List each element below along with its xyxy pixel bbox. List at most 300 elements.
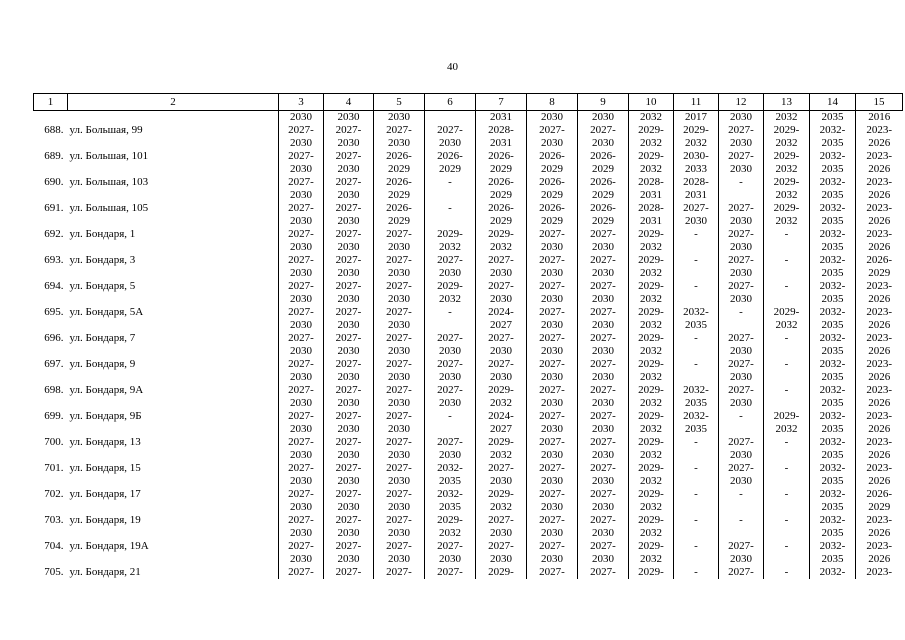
address-cell [68, 501, 279, 514]
table-row [34, 163, 903, 176]
period-cell: 2029- [629, 124, 674, 137]
period-cell: - [674, 514, 719, 527]
period-cell: 2029- [629, 410, 674, 423]
period-cell: - [425, 176, 476, 189]
period-cell: 2030 [279, 345, 324, 358]
row-number-cell [34, 371, 68, 384]
table-row [34, 475, 903, 488]
period-cell: 2029- [629, 514, 674, 527]
period-cell: 2027- [425, 358, 476, 371]
period-cell: 2030 [374, 423, 425, 436]
column-header-5: 5 [374, 94, 425, 111]
table-row [34, 202, 903, 215]
period-cell: 2032- [810, 254, 856, 267]
row-number-cell: 698. [44, 384, 64, 396]
period-cell: 2032 [629, 293, 674, 306]
period-cell: 2026 [856, 319, 903, 332]
period-cell: 2030 [279, 137, 324, 150]
period-cell: 2030 [374, 345, 425, 358]
schedule-table [33, 93, 903, 579]
period-cell: 2026- [425, 150, 476, 163]
period-cell: 2026- [476, 176, 527, 189]
period-cell: 2030 [324, 267, 374, 280]
period-cell: 2033 [674, 163, 719, 176]
address-cell: ул. Большая, 105 [69, 202, 149, 214]
period-cell: 2027- [527, 358, 578, 371]
period-cell: 2027- [374, 514, 425, 527]
period-cell: 2030 [374, 449, 425, 462]
period-cell: 2027- [578, 254, 629, 267]
period-cell: 2029- [629, 488, 674, 501]
period-cell: 2027- [476, 254, 527, 267]
period-cell: 2029- [629, 150, 674, 163]
period-cell: 2030 [374, 293, 425, 306]
period-cell: 2027- [527, 488, 578, 501]
period-cell: 2026- [856, 488, 903, 501]
period-cell: 2030 [374, 527, 425, 540]
period-cell [764, 501, 810, 514]
row-number-cell [34, 189, 68, 202]
period-cell: 2029- [629, 540, 674, 553]
table-row [34, 345, 903, 358]
period-cell: 2030 [719, 475, 764, 488]
period-cell: - [764, 254, 810, 267]
period-cell [674, 501, 719, 514]
period-cell: 2027- [324, 410, 374, 423]
table-row [34, 111, 903, 125]
table-row [34, 371, 903, 384]
period-cell: 2035 [425, 501, 476, 514]
address-cell [68, 397, 279, 410]
column-header-3: 3 [279, 94, 324, 111]
address-cell: ул. Бондаря, 1 [69, 228, 136, 240]
period-cell: 2029- [629, 254, 674, 267]
period-cell: 2030 [324, 371, 374, 384]
column-header-15: 15 [856, 94, 903, 111]
period-cell: 2023- [856, 462, 903, 475]
period-cell: 2030 [279, 267, 324, 280]
table-row [34, 501, 903, 514]
period-cell: 2030 [324, 111, 374, 125]
period-cell: 2027- [527, 124, 578, 137]
period-cell [764, 449, 810, 462]
period-cell: 2032- [810, 462, 856, 475]
period-cell [425, 215, 476, 228]
period-cell: 2027- [324, 254, 374, 267]
period-cell: 2026 [856, 553, 903, 566]
period-cell: - [764, 488, 810, 501]
period-cell: 2029 [578, 163, 629, 176]
period-cell: 2026 [856, 215, 903, 228]
period-cell: 2032- [674, 306, 719, 319]
address-cell: ул. Бондаря, 21 [69, 566, 141, 578]
period-cell: 2035 [674, 397, 719, 410]
period-cell: 2035 [810, 137, 856, 150]
row-number-cell [34, 137, 68, 150]
period-cell: 2030 [324, 163, 374, 176]
period-cell: 2030 [324, 189, 374, 202]
period-cell: 2027- [279, 124, 324, 137]
row-number-cell [34, 293, 68, 306]
period-cell: 2027- [324, 150, 374, 163]
period-cell: 2027- [527, 410, 578, 423]
period-cell: - [764, 332, 810, 345]
period-cell: 2032 [629, 345, 674, 358]
period-cell: - [674, 488, 719, 501]
period-cell: 2027- [374, 124, 425, 137]
column-header-14: 14 [810, 94, 856, 111]
period-cell: 2032 [674, 137, 719, 150]
period-cell: 2029 [374, 215, 425, 228]
period-cell: 2032 [629, 241, 674, 254]
table-row [34, 384, 903, 397]
period-cell: 2035 [810, 267, 856, 280]
period-cell: 2027- [527, 540, 578, 553]
period-cell: 2030 [279, 293, 324, 306]
period-cell: 2026 [856, 163, 903, 176]
period-cell: 2027- [476, 332, 527, 345]
period-cell: 2026 [856, 137, 903, 150]
period-cell: 2030 [476, 345, 527, 358]
row-number-cell: 694. [44, 280, 64, 292]
table-row [34, 488, 903, 501]
period-cell: 2023- [856, 124, 903, 137]
period-cell: 2029 [425, 163, 476, 176]
period-cell: 2028- [629, 202, 674, 215]
period-cell: 2023- [856, 202, 903, 215]
period-cell: 2029- [425, 514, 476, 527]
row-number-cell [34, 553, 68, 566]
period-cell: 2027- [476, 280, 527, 293]
period-cell: 2030 [527, 397, 578, 410]
period-cell: 2027- [719, 280, 764, 293]
period-cell: - [764, 384, 810, 397]
table-row [34, 332, 903, 345]
period-cell: 2027- [374, 436, 425, 449]
period-cell: 2027- [324, 514, 374, 527]
period-cell: 2032 [764, 423, 810, 436]
period-cell: 2035 [810, 215, 856, 228]
period-cell: 2030 [324, 293, 374, 306]
row-number-cell [34, 267, 68, 280]
period-cell: 2030 [578, 345, 629, 358]
period-cell: 2027- [279, 358, 324, 371]
row-number-cell: 689. [44, 150, 64, 162]
period-cell: 2027- [719, 124, 764, 137]
period-cell: 2027- [578, 488, 629, 501]
period-cell: 2030 [527, 293, 578, 306]
period-cell: 2030 [527, 319, 578, 332]
period-cell: 2024- [476, 410, 527, 423]
period-cell: 2029 [476, 163, 527, 176]
address-cell [68, 449, 279, 462]
table-row [34, 566, 903, 579]
period-cell: 2027- [674, 202, 719, 215]
table-row [34, 189, 903, 202]
period-cell: 2027- [527, 332, 578, 345]
row-number-cell [34, 111, 68, 125]
period-cell [719, 319, 764, 332]
period-cell: 2035 [810, 423, 856, 436]
period-cell: 2027- [324, 202, 374, 215]
period-cell: 2030 [324, 449, 374, 462]
period-cell: 2027- [324, 228, 374, 241]
period-cell: 2026- [476, 202, 527, 215]
period-cell: 2027- [374, 488, 425, 501]
period-cell: 2032 [425, 527, 476, 540]
period-cell: 2030 [374, 319, 425, 332]
period-cell: 2028- [629, 176, 674, 189]
address-cell [68, 371, 279, 384]
period-cell: 2030 [719, 241, 764, 254]
period-cell: 2027- [578, 358, 629, 371]
period-cell: 2027- [425, 254, 476, 267]
period-cell: 2030 [719, 371, 764, 384]
period-cell: 2030 [578, 371, 629, 384]
period-cell: 2030 [279, 189, 324, 202]
period-cell [425, 423, 476, 436]
address-cell: ул. Бондаря, 19 [69, 514, 141, 526]
period-cell: 2027- [324, 124, 374, 137]
period-cell: 2027- [719, 228, 764, 241]
period-cell: 2027- [578, 306, 629, 319]
period-cell: - [719, 410, 764, 423]
row-number-cell [34, 397, 68, 410]
period-cell: 2032 [629, 501, 674, 514]
period-cell: 2029 [374, 189, 425, 202]
table-row [34, 462, 903, 475]
period-cell: 2027- [527, 306, 578, 319]
period-cell: 2023- [856, 332, 903, 345]
period-cell: 2030 [527, 137, 578, 150]
period-cell: 2027- [279, 462, 324, 475]
address-cell [68, 241, 279, 254]
period-cell: 2030 [578, 319, 629, 332]
row-number-cell: 705. [44, 566, 64, 578]
period-cell: - [764, 462, 810, 475]
address-cell: ул. Бондаря, 5А [69, 306, 144, 318]
header-row [34, 94, 903, 111]
address-cell: ул. Большая, 101 [69, 150, 149, 162]
period-cell: 2023- [856, 150, 903, 163]
address-cell: ул. Бондаря, 9Б [69, 410, 142, 422]
address-cell [68, 111, 279, 125]
period-cell: 2030 [719, 137, 764, 150]
period-cell: - [425, 202, 476, 215]
row-number-cell: 693. [44, 254, 64, 266]
period-cell: 2027- [578, 280, 629, 293]
period-cell: 2027- [719, 150, 764, 163]
period-cell: 2032- [810, 384, 856, 397]
address-cell [68, 267, 279, 280]
period-cell: 2027- [279, 566, 324, 579]
period-cell: 2027- [279, 410, 324, 423]
period-cell: 2030 [527, 241, 578, 254]
address-cell [68, 319, 279, 332]
table-row [34, 553, 903, 566]
address-cell: ул. Бондаря, 15 [69, 462, 141, 474]
period-cell: 2027- [324, 358, 374, 371]
period-cell: 2030 [374, 137, 425, 150]
period-cell: 2027- [279, 332, 324, 345]
period-cell: 2031 [629, 215, 674, 228]
period-cell: 2035 [810, 345, 856, 358]
period-cell: 2027- [578, 332, 629, 345]
period-cell: 2027- [279, 176, 324, 189]
period-cell: 2030 [324, 527, 374, 540]
period-cell: 2030 [527, 345, 578, 358]
period-cell: 2027- [279, 436, 324, 449]
period-cell: 2030 [476, 267, 527, 280]
period-cell: - [764, 514, 810, 527]
period-cell: 2023- [856, 410, 903, 423]
period-cell: 2032- [425, 462, 476, 475]
period-cell: 2027- [527, 228, 578, 241]
period-cell: 2032- [810, 228, 856, 241]
row-number-cell [34, 319, 68, 332]
address-cell [68, 137, 279, 150]
period-cell: 2027- [279, 488, 324, 501]
period-cell: 2030 [719, 293, 764, 306]
table-row [34, 449, 903, 462]
period-cell [674, 371, 719, 384]
period-cell: 2032- [810, 410, 856, 423]
row-number-cell [34, 501, 68, 514]
period-cell: 2030 [578, 111, 629, 125]
table-body [34, 111, 903, 580]
period-cell: 2029- [476, 488, 527, 501]
address-cell: ул. Бондаря, 17 [69, 488, 141, 500]
table-row [34, 397, 903, 410]
address-cell: ул. Большая, 103 [69, 176, 149, 188]
table-row [34, 319, 903, 332]
period-cell: 2029 [856, 501, 903, 514]
row-number-cell [34, 241, 68, 254]
period-cell: 2027- [425, 436, 476, 449]
period-cell: 2030 [279, 527, 324, 540]
period-cell: 2035 [810, 293, 856, 306]
address-cell: ул. Бондаря, 19А [69, 540, 149, 552]
period-cell: 2030 [578, 267, 629, 280]
period-cell [719, 501, 764, 514]
table-row [34, 423, 903, 436]
period-cell: 2027- [279, 228, 324, 241]
column-header-4: 4 [324, 94, 374, 111]
period-cell: 2031 [476, 111, 527, 125]
table-row [34, 267, 903, 280]
period-cell: 2027- [425, 384, 476, 397]
period-cell: 2029 [527, 163, 578, 176]
period-cell: 2035 [810, 111, 856, 125]
period-cell: 2029- [629, 332, 674, 345]
period-cell: 2030 [527, 267, 578, 280]
period-cell: 2032- [810, 540, 856, 553]
address-cell [68, 189, 279, 202]
period-cell: - [674, 540, 719, 553]
row-number-cell: 699. [44, 410, 64, 422]
period-cell: 2026- [374, 150, 425, 163]
period-cell: 2030 [425, 553, 476, 566]
period-cell: 2035 [810, 397, 856, 410]
period-cell: 2023- [856, 384, 903, 397]
period-cell: 2030 [476, 371, 527, 384]
period-cell: 2026 [856, 189, 903, 202]
period-cell: 2030- [674, 150, 719, 163]
period-cell: 2030 [324, 475, 374, 488]
period-cell: 2027- [279, 150, 324, 163]
period-cell: 2026- [856, 254, 903, 267]
address-cell: ул. Бондаря, 5 [69, 280, 136, 292]
period-cell: 2029 [527, 189, 578, 202]
period-cell: 2030 [279, 111, 324, 125]
period-cell: 2026- [527, 202, 578, 215]
period-cell: 2032 [764, 163, 810, 176]
period-cell: 2030 [374, 553, 425, 566]
period-cell: 2029- [764, 176, 810, 189]
period-cell: 2030 [527, 475, 578, 488]
period-cell: 2030 [324, 553, 374, 566]
period-cell: 2030 [279, 241, 324, 254]
period-cell: 2032- [810, 436, 856, 449]
period-cell: 2030 [324, 501, 374, 514]
row-number-cell [34, 163, 68, 176]
row-number-cell: 688. [44, 124, 64, 136]
period-cell: 2027- [719, 202, 764, 215]
period-cell: - [425, 306, 476, 319]
address-cell [68, 293, 279, 306]
period-cell: 2027- [578, 540, 629, 553]
period-cell: 2030 [578, 137, 629, 150]
period-cell [674, 241, 719, 254]
period-cell: 2030 [279, 501, 324, 514]
address-cell [68, 475, 279, 488]
period-cell: 2027- [578, 462, 629, 475]
period-cell: 2027- [374, 254, 425, 267]
column-header-12: 12 [719, 94, 764, 111]
column-header-7: 7 [476, 94, 527, 111]
period-cell: 2027- [476, 514, 527, 527]
period-cell: 2032- [425, 488, 476, 501]
period-cell: 2035 [810, 371, 856, 384]
period-cell: 2032- [810, 514, 856, 527]
period-cell: 2032 [476, 397, 527, 410]
period-cell: 2029- [476, 384, 527, 397]
period-cell: 2030 [279, 215, 324, 228]
period-cell: 2029 [856, 267, 903, 280]
period-cell: 2030 [374, 371, 425, 384]
period-cell: 2032- [810, 566, 856, 579]
period-cell: 2030 [527, 423, 578, 436]
table-row [34, 358, 903, 371]
row-number-cell: 704. [44, 540, 64, 552]
period-cell: 2035 [810, 163, 856, 176]
period-cell: 2030 [324, 423, 374, 436]
period-cell: 2030 [279, 163, 324, 176]
period-cell: 2030 [425, 345, 476, 358]
period-cell: 2027- [279, 306, 324, 319]
period-cell: 2030 [374, 475, 425, 488]
period-cell: 2032 [764, 189, 810, 202]
address-cell: ул. Бондаря, 9А [69, 384, 144, 396]
period-cell: 2030 [374, 501, 425, 514]
column-header-9: 9 [578, 94, 629, 111]
period-cell: 2027- [324, 436, 374, 449]
period-cell: 2026 [856, 241, 903, 254]
address-cell [68, 527, 279, 540]
address-cell: ул. Бондаря, 9 [69, 358, 136, 370]
period-cell: 2027- [425, 566, 476, 579]
period-cell: - [764, 280, 810, 293]
